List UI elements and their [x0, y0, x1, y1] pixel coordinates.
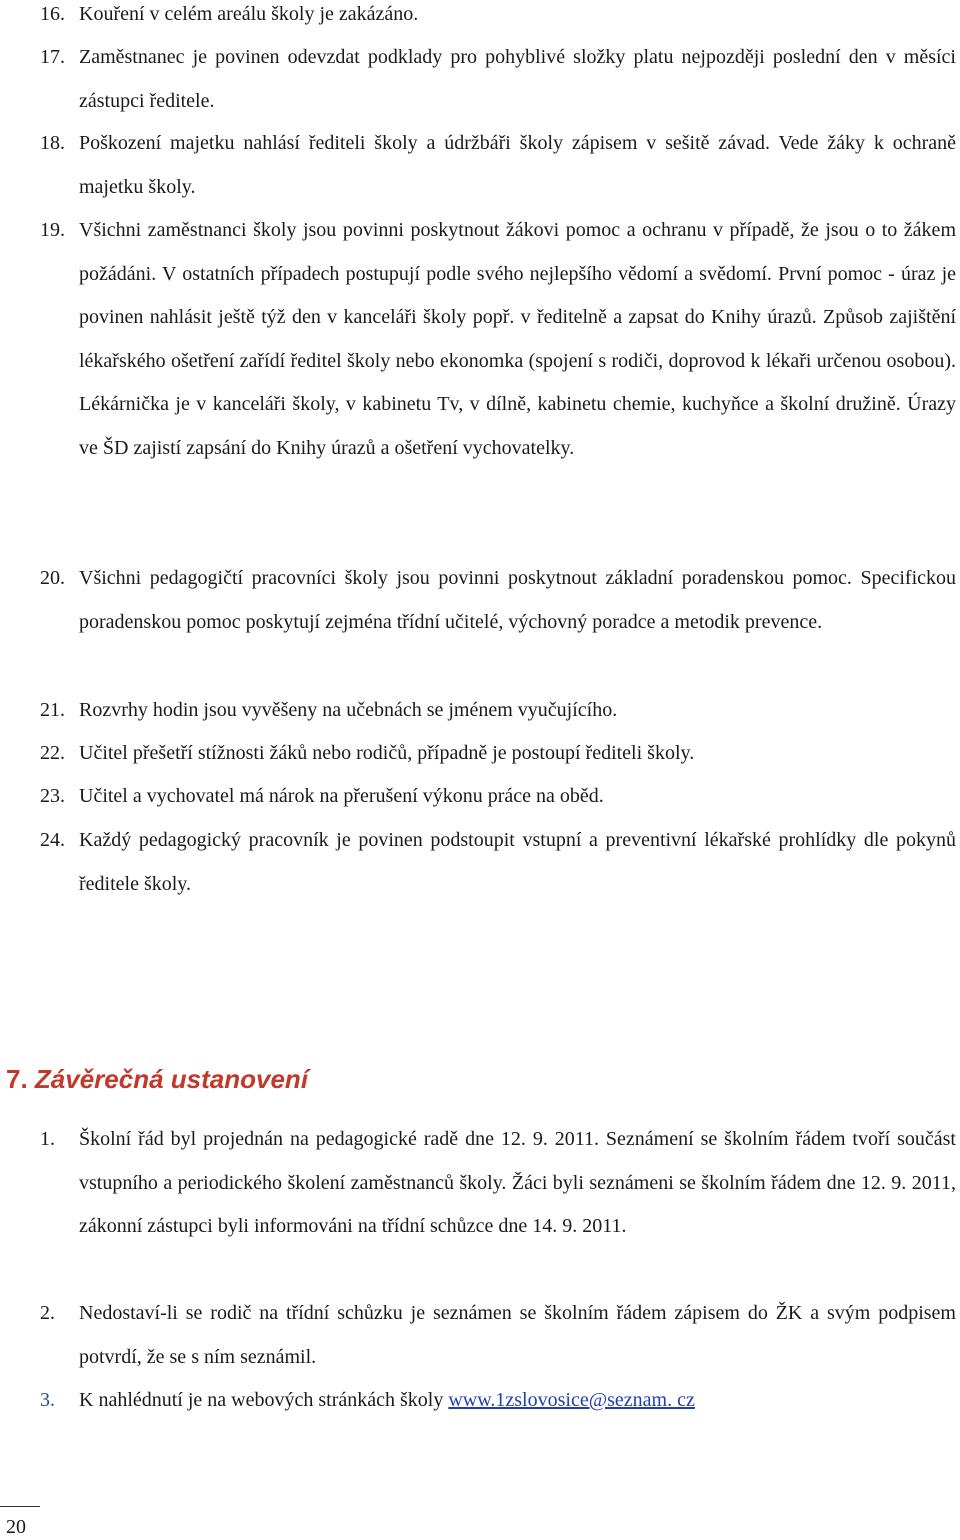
list-item-number: 18.	[40, 132, 65, 154]
list-item-number: 21.	[40, 699, 65, 721]
list-item	[40, 689, 956, 733]
page-number: 20	[6, 1516, 26, 1538]
list-item	[40, 1292, 956, 1379]
list-item-text: Každý pedagogický pracovník je povinen podstoupit vstupní a preventivní lékařské prohlídky dle pokynů ředitele školy.	[79, 829, 956, 895]
list-item-text: Poškození majetku nahlásí řediteli školy a údržbáři školy zápisem v sešitě závad. Vede žáky k ochraně majetku školy.	[79, 132, 956, 198]
list-item-number: 1.	[40, 1128, 55, 1150]
list-item-number: 3.	[40, 1389, 55, 1411]
list-item	[40, 0, 956, 37]
list-item-number: 20.	[40, 567, 65, 589]
list-item	[40, 1379, 956, 1423]
list-item	[40, 1118, 956, 1249]
school-website-link[interactable]: www.1zslovosice@seznam. cz	[448, 1389, 695, 1411]
list-item-number: 17.	[40, 46, 65, 68]
list-item	[40, 732, 956, 776]
list-item-number: 19.	[40, 219, 65, 241]
list-item	[40, 122, 956, 209]
list-item	[40, 819, 956, 906]
list-item-text: Školní řád byl projednán na pedagogické radě dne 12. 9. 2011. Seznámení se školním řádem tvoří součást vstupního a periodického školení zaměstnanců školy. Žáci byli seznámeni se školním řádem dne 12. 9. 2011, zákonní zástupci byli informováni na třídní schůzce dne 14. 9. 2011.	[79, 1128, 956, 1237]
list-item-text: Učitel přešetří stížnosti žáků nebo rodičů, případně je postoupí řediteli školy.	[79, 742, 695, 764]
list-item	[40, 557, 956, 644]
list-item-number: 24.	[40, 829, 65, 851]
list-item-text: Kouření v celém areálu školy je zakázáno.	[79, 3, 419, 25]
list-item-text: Učitel a vychovatel má nárok na přerušení výkonu práce na oběd.	[79, 785, 604, 807]
list-item	[40, 209, 956, 470]
list-item-text: Všichni zaměstnanci školy jsou povinni poskytnout žákovi pomoc a ochranu v případě, že jsou o to žákem požádáni. V ostatních případech postupují podle svého nejlepšího vědomí a svědomí. První pomoc - úraz je povinen nahlásit ještě týž den v kanceláři školy popř. v ředitelně a zapsat do Knihy úrazů. Způsob zajištění lékařského ošetření zařídí ředitel školy nebo ekonomka (spojení s rodiči, doprovod k lékaři určenou osobou). Lékárnička je v kanceláři školy, v kabinetu Tv, v dílně, kabinetu chemie, kuchyňce a školní družině. Úrazy ve ŠD zajistí zapsání do Knihy úrazů a ošetření vychovatelky.	[79, 219, 956, 459]
list-item-text: Rozvrhy hodin jsou vyvěšeny na učebnách se jménem vyučujícího.	[79, 699, 618, 721]
section-title: Závěrečná ustanovení	[34, 1064, 309, 1094]
section-heading	[6, 1064, 308, 1095]
list-item-number: 2.	[40, 1302, 55, 1324]
list-item-text: K nahlédnutí je na webových stránkách školy	[79, 1389, 444, 1411]
list-item-number: 16.	[40, 3, 65, 25]
list-item-text: Všichni pedagogičtí pracovníci školy jsou povinni poskytnout základní poradenskou pomoc. Specifickou poradenskou pomoc poskytují zejména třídní učitelé, výchovný poradce a metodik prevence.	[79, 567, 956, 633]
list-item-number: 22.	[40, 742, 65, 764]
list-item-text: Zaměstnanec je povinen odevzdat podklady pro pohyblivé složky platu nejpozději poslední den v měsíci zástupci ředitele.	[79, 46, 956, 112]
list-item-number: 23.	[40, 785, 65, 807]
list-item	[40, 775, 956, 819]
section-number: 7.	[6, 1064, 28, 1094]
list-item-text: Nedostaví-li se rodič na třídní schůzku je seznámen se školním řádem zápisem do ŽK a svým podpisem potvrdí, že se s ním seznámil.	[79, 1302, 956, 1368]
list-item	[40, 36, 956, 123]
footer-divider	[0, 1506, 40, 1507]
